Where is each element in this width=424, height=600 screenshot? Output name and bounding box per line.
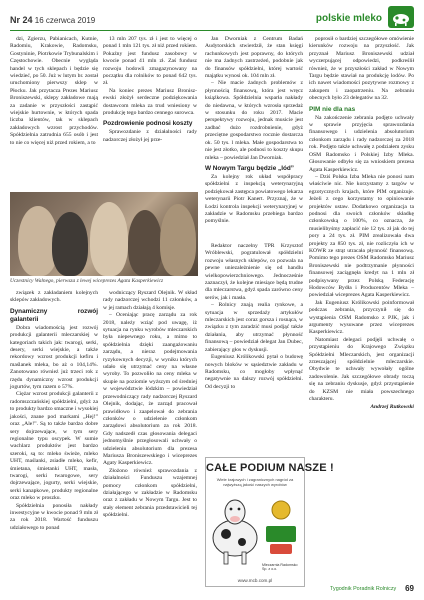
paragraph: Redaktor naczelny TPR Krzysztof Wróblewski, pogratulował spółdzielni rozwoju własnych sklepów, co pozwala na pewne uniezależnienie się od handlu wielkopowierzchniowego. Jednocześnie zaznaczył, że kolejne miesiące będą trudne dla mleczarstwa, gdyż spada zarówno ceny serów, jak i masła. bbox=[205, 243, 303, 301]
paragraph: Eugeniusz Królikowski pytał o budowę nowych bloków w sąsiedztwie zakładu w Radomsku, co mogłoby wpłynąć negatywnie na dalszy rozwój spółdzielni. Od decyzji to bbox=[205, 354, 303, 390]
ad-url[interactable]: www.mcb.com.pl bbox=[237, 578, 273, 583]
paragraph: Sprawozdanie z działalności rady nadzorczej złożył jej prze- bbox=[103, 129, 197, 143]
paragraph: dzi, Zgierzu, Pabianicach, Kutnie, Radomiu, Krakowie, Radomsku, Gostyninie, Piotrkowie Trybunalskim i Częstochowie. Obecnie wygląda handel w tych sklepach i będzie się wiedzieć, po 50. Już w lutym br. został uruchomiony pierwszy sklep w Płocku. Jak przytacza Prezes Mariusz Broniszewski, sklepy zakładowe mają za zadanie w przyszłości zastąpić wiejskie hurtownie, w których spada liczba klientów, tak w sklepach zakładowych wzrost przychodów. Spółdzielnia zatrudnia 655 osób i jest to nie co więcej niż przed rokiem, a to bbox=[10, 36, 98, 146]
paragraph: – Dziś Polska Izba Mleka nie ponosi nam właściwie nic. Nie korzystamy z targów w egzotycznych krajach, które PIM organizuje. Jeżeli z cego korzystamy to opiniowanie projektów ustaw. Dodatkowo organizacja ta podnosi dla swoich członków składkę członkowską o 100%, co oznacza, że musielibyśmy zapłacić nie 12 tys. zł jak do tej pory a 24 tys. zł. PIM zrealizowała dwa projekty za 850 tys. zł, nie rozliczyła ich w KOWR ze strąt utracała płynność finansową. Pomimo tego prezes OSM Radomsko Mariusz Broniszewski nie podtrzymanie płynności finansowej zaciągnęła kredyt na 1 mln zł podpisywany przez Polską Federację Hodowców Bydła i Producentów Mleka – powiedział wiceprezes Agata Kasperkiewicz. bbox=[309, 173, 414, 299]
paragraph: – Oceniając pracę zarządu za rok 2018, należy wziąć pod uwagę, iż sytuacja na rynku wyrobów mleczarskich była niepewnego roku, a mimo to spółdzielnia dzięki zaangażowaniu zarządu, a nieraz podejmowania ryzykownych decyzji, w wyniku których udało się utrzymać ceny na własne wyroby. To pozwoliło na ceny mleka w skupie na poziomie wyższym od średniej w województwie łódzkim – powiedział przewodniczący rady nadzorczej Ryszard Olejnik, dodając, że zarząd pracował prawidłowo i zaapelował do zebrania członków o udzielenie członkom zarządowi absolutorium za rok 2018. Gdy nadszedł czas głosowania delegaci jednomyślnie przegłosowali uchwały o udzieleniu absolutorium dla prezesa Mariusza Broniszewskiego i wiceprezes Agaty Kasperkiewicz. bbox=[103, 312, 197, 467]
page-header bbox=[0, 0, 424, 30]
ad-products bbox=[262, 498, 300, 572]
cow-icon bbox=[210, 492, 260, 568]
cow-logo-icon bbox=[388, 6, 414, 28]
footer-brand: Tygodnik Poradnik Rolniczy bbox=[330, 586, 397, 592]
issue-date: 16 czerwca 2019 bbox=[34, 16, 96, 25]
paragraph: – Nie macie żadnych problemów z płynnością finansową, która jest wręcz książkowa. Spółdzielnia wsparła nakłady do niedawna, w których wzrosła sprzedaż w stosunku do roku 2017. Macie perspektywy rozwoju, jednak musicie jest zadbać dużo rozdrobnienie, gdyż przeciętne gospodarstwo rocznie dostarcza ok. 50 tys. l mleka. Małe gospodarstwa to nie jest złotko, ale podnosi to koszty skupu mleka – powiedział Jan Dworniak. bbox=[205, 80, 303, 161]
column-3-top bbox=[205, 36, 303, 238]
column-1-top bbox=[10, 36, 98, 190]
section-brand: polskie mleko bbox=[315, 13, 382, 24]
paragraph: 13 mln 207 tys. zł i jest to więcej o ponad 1 mln 121 tys. zł niż przed rokiem. Pokaźny jest fundusz zasobowy w kwocie ponad 41 mln zł. Zaś fundusz rozwoju hodowli zmagazynowany na początku dla rolników to ponad 642 tys. zł. bbox=[103, 36, 197, 87]
page-number: 69 bbox=[405, 584, 414, 593]
article-photo bbox=[10, 192, 198, 276]
photo-person bbox=[52, 212, 88, 276]
section-heading: W Nowym Targu będzie „lód” bbox=[205, 164, 294, 172]
column-4 bbox=[309, 36, 414, 596]
paragraph: Spółdzielnia ponosiła nakłady inwestycyjne w kwocie ponad 9 mln zł za rok 2018. Wartość funduszu udziałowego to ponad bbox=[10, 502, 98, 531]
paragraph: Dobra wiadomością jest rozwój produkcji galanterii mleczarskiej w kategoriach takich jak: twarogi, serki, desery, serki wiejskie, a także rekordowy wzrost produkcji kefiru i maślanek mleka, bo aż o 104,14%. Zanotowano również już trzeci rok z rzędu dynamiczny wzrost produkcji jogurtów, tym razem o 57%. bbox=[10, 324, 98, 391]
signature: Andrzej Rutkowski bbox=[370, 403, 414, 410]
issue-info bbox=[10, 15, 95, 25]
column-2-top bbox=[103, 36, 197, 190]
paragraph: poprosił o bardziej szczegółowe omówienie kierunków rozwoju na przyszłość. Jak przyznał Mariusz Broniszewski udział wyczerpującej odpowiedzi, podkreślił również, że w przyszłości zakład w Nowym Targu będzie stawiał na produkcję lodów. Po ich nawet wiadomości pozytywne rozmowy z zakupem i zaopatrzeniu. Na zebraniu obecnych było 23 delegatów na 32. bbox=[309, 36, 414, 102]
header-divider bbox=[10, 30, 414, 31]
paragraph: Za kolejny rok układ współpracy spółdzielni z inspekcją weterynaryjną podziękował zastępca powiatowego lekarza weterynarii Piotr Kanert. Przyznaj, że w Łodzi kontrola inspekcji weterynaryjnej w zakładzie w Radomsku przebiega bardzo pomyślnie. bbox=[205, 173, 303, 225]
paragraph: Ciężar wzrost produkcji galanterii z radomszczańskiej spółdzielni, gdyż za to produkty bardzo smaczne i wysokiej jakości, znane pod markami „Hej!” oraz „Ale!”. Są to także bardzo dobre sery dojrzewające, w tym sery regionalne typu oscypek. W sumie wachlarz produktów jest bardzo szeroki, są to: mleko świeże, mleko UHT, maślanki, zsiadłe mleko, kefir, śmietana, śmietanki UHT, masła, twarogi, serki twarogowe, sery dojrzewające, jogurty, serki wiejskie, serki kanapkowe, produkty regionalne oraz mleko w proszku. bbox=[10, 391, 98, 502]
paragraph: Jan Dworniak z Centrum Badań Audytorskich stwierdził, że stan księgi rachunkowych jest poprawny, do których nie ma żadnych zastrzeżeń, podobnie jak do finansów spółdzielni, której wartość majątku wynosi ok. 104 mln zł. bbox=[205, 36, 303, 80]
paragraph: wodniczący Ryszard Olejnik. W skład rady nadzorczej wchodzi 11 członków, a w jej ramach działają 4 komisje. bbox=[103, 290, 197, 311]
photo-person bbox=[160, 204, 196, 276]
column-2-bottom bbox=[103, 290, 197, 590]
paragraph: Jak Eugeniusz Królikowski poinformował podczas zebrania, przyczynił się do wystąpienia OSM Radomsko z PJK, jak i argumenty wysuwane przez wiceprezes Kasperkiewicz. bbox=[309, 299, 414, 336]
issue-number: Nr 24 bbox=[10, 15, 33, 25]
paragraph: – Rolnicy znają realia rynkowe, a sytuacja w sprzedaży artykułów mleczarskich jest coraz gorsza i rosnąca, w związku z tym zaradzić musi podjąć także działania, aby utrzymać płynność finansową – powiedział delegat Jan Dubec, zabierający głos w dyskusji. bbox=[205, 302, 303, 353]
paragraph: związek z zakładaniem kolejnych sklepów zakładowych. bbox=[10, 290, 98, 304]
photo-person bbox=[90, 202, 128, 276]
paragraph: Złożono również sprawozdania z działalności Funduszu wzajemnej pomocy członkom spółdzielni, działającego w zakładzie w Radomsku oraz z zakładu w Nowym Targu. Jest to stały element zebrania przedstawicieli tej spółdzielni. bbox=[103, 467, 197, 519]
column-3-bottom bbox=[205, 243, 303, 455]
paragraph: Na koniec prezes Mariusz Broniszewski złożył serdeczne podziękowania dostawcom mleka za trud wniesiony w produkcję tego bardzo cennego surowca. bbox=[103, 87, 197, 117]
ad-subtitle: Wiele krajowych i zagranicznych nagród za najwyższą jakość naszych wyrobów bbox=[216, 477, 294, 487]
medal-icon bbox=[262, 498, 300, 558]
section-heading: Pozdrowienie podnosi koszty bbox=[103, 120, 193, 128]
advertisement[interactable] bbox=[205, 457, 334, 587]
photo-person bbox=[128, 210, 162, 276]
paragraph: Na zakończenie zebrania podjęto uchwały w sprawie przyjęcia sprawozdania finansowego i udzielenia absolutorium członkom zarządu i rady nadzorczej za 2018 rok. Podjęto także uchwałę z podziałem zysku OSM Radomsko i Polskiej Izby Mleka. Głosowanie odbyło się za wnioskiem prezesa Agata Kasperkiewicz. bbox=[309, 114, 414, 173]
paragraph: Natomiast delegaci podjęli uchwałę o przystąpieniu do Krajowego Związku Spółdzielni Mleczarskich, jest organizacji zrzeszającej spółdzielnie mleczarskie. Obydwie te uchwały wywołały ogólne zadowolenie. Jak szczegółowe obrady toczą się na zebraniu dyskusje, gdyż przystąpienie do KZSM nie miała powszechnego charakteru. bbox=[309, 336, 414, 403]
section-heading: PIM nie dla nas bbox=[309, 105, 356, 113]
photo-caption: Uczestnicy Walnego, pierwsza z lewej wiceprezes Agata Kasperkiewicz bbox=[10, 278, 164, 284]
section-heading: Dynamiczny rozwój galanterii bbox=[10, 307, 98, 323]
column-1-bottom bbox=[10, 290, 98, 590]
ad-company: Mleczarnia Radomsko Sp. z o.o. bbox=[262, 563, 298, 572]
ad-title: CAŁE PODIUM NASZE ! bbox=[206, 462, 334, 474]
